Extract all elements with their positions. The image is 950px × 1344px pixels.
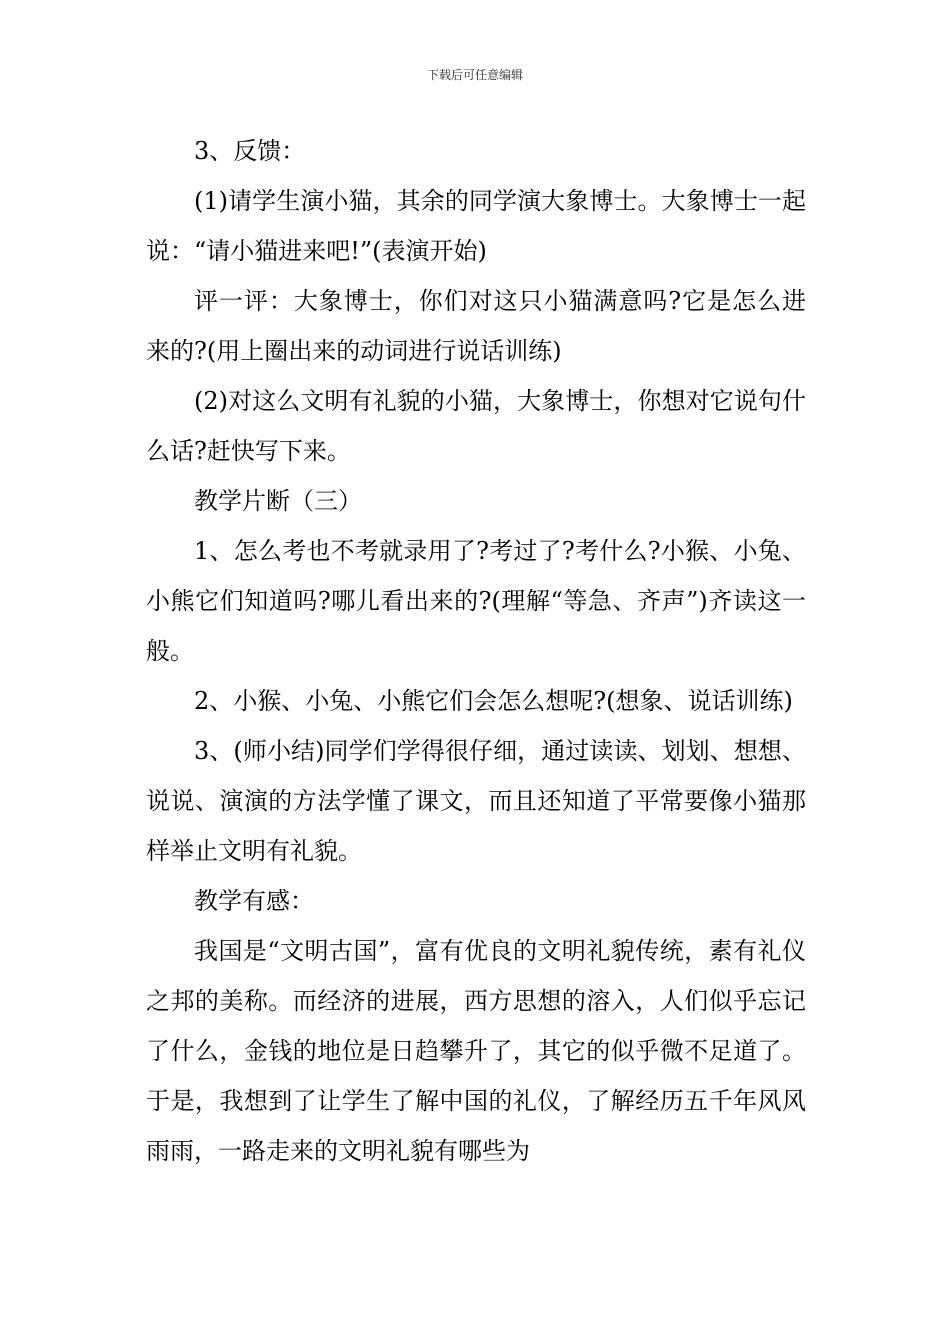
paragraph-teacher-summary: 3、(师小结)同学们学得很仔细，通过读读、划划、想想、说说、演演的方法学懂了课文，而且还知道了平常要像小猫那样举止文明有礼貌。	[146, 737, 806, 865]
paragraph-write-words: (2)对这么文明有礼貌的小猫，大象博士，你想对它说句什么话?赶快写下来。	[146, 387, 806, 465]
paragraph-reflection-heading: 教学有感：	[194, 887, 314, 915]
page-header-note: 下载后可任意编辑	[426, 68, 523, 82]
paragraph-feedback-heading: 3、反馈：	[194, 137, 306, 165]
paragraph-role-play: (1)请学生演小猫，其余的同学演大象博士。大象博士一起说：“请小猫进来吧!”(表演开始)	[146, 187, 806, 265]
paragraph-question-two: 2、小猴、小兔、小熊它们会怎么想呢?(想象、说话训练)	[194, 687, 793, 715]
document-body	[146, 126, 806, 1176]
paragraph-section-three-heading: 教学片断（三）	[194, 487, 362, 515]
paragraph-question-one: 1、怎么考也不考就录用了?考过了?考什么?小猴、小兔、小熊它们知道吗?哪儿看出来的?(理解“等急、齐声”)齐读这一般。	[146, 537, 806, 665]
paragraph-reflection-text: 我国是“文明古国”，富有优良的文明礼貌传统，素有礼仪之邦的美称。而经济的进展，西方思想的溶入，人们似乎忘记了什么，金钱的地位是日趋攀升了，其它的似乎微不足道了。于是，我想到了让学生了解中国的礼仪，了解经历五千年风风雨雨，一路走来的文明礼貌有哪些为	[146, 937, 806, 1165]
paragraph-evaluate: 评一评：大象博士，你们对这只小猫满意吗?它是怎么进来的?(用上圈出来的动词进行说话训练)	[146, 287, 806, 365]
